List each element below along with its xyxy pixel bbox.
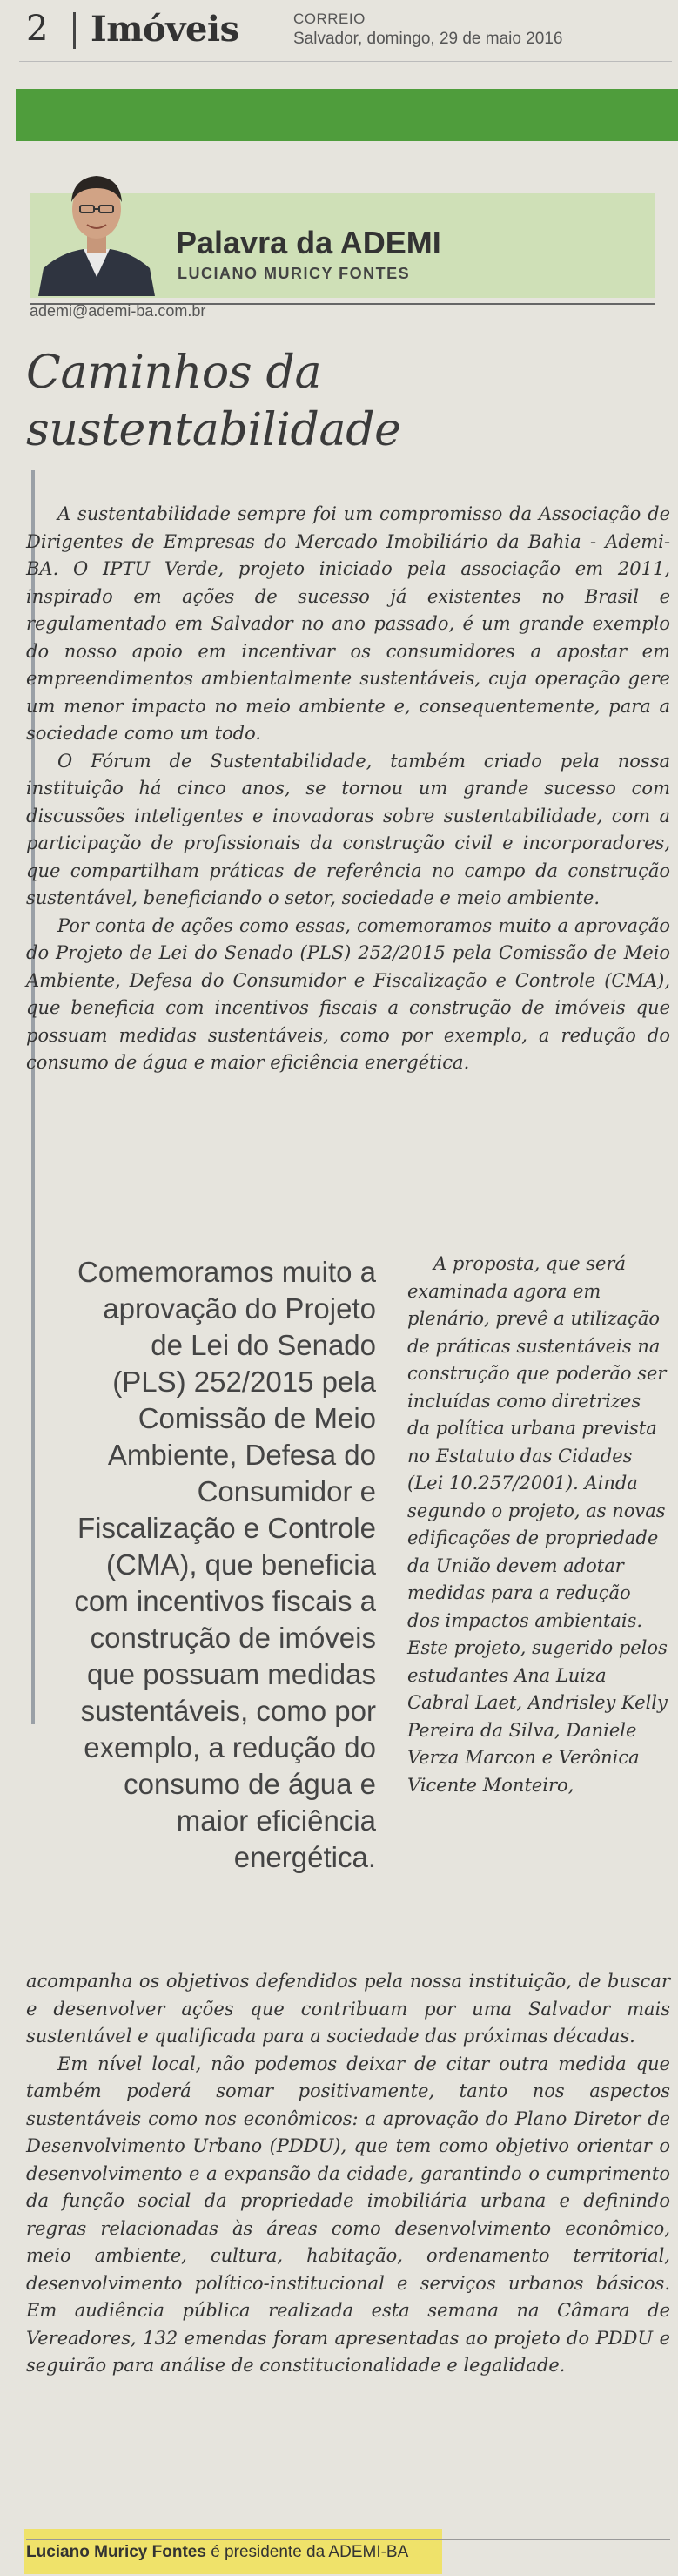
author-bio-role: é presidente da ADEMI-BA [211,2543,409,2561]
column-title: Palavra da ADEMI [176,225,441,260]
paragraph: Por conta de ações como essas, comemoramos muito a aprovação do Projeto de Lei do Senado (PLS) 252/2015 pela Comissão de Meio Ambiente, Defesa do Consumidor e Fiscalização e Controle (CMA), que beneficia com incentivos fiscais a construção de imóveis que possuam medidas sustentáveis, como por exemplo, a redução do consumo de água e maior eficiência energética. [26,914,670,1073]
author-portrait [35,157,158,296]
column-author: LUCIANO MURICY FONTES [178,265,411,282]
footer-rule [26,2539,670,2540]
dateline: Salvador, domingo, 29 de maio 2016 [293,30,563,48]
paragraph-continuation: acompanha os objetivos defendidos pela nossa instituição, de buscar e desenvolver ações que contribuam por uma Salvador mais sustentável e qualificada para a sociedade das próximas décadas. [26,1971,670,2047]
paragraph: O Fórum de Sustentabilidade, também criado pela nossa instituição há cinco anos, se tornou um grande sucesso com discussões inteligentes e inovadoras sobre sustentabilidade, com a participação de profissionais da construção civil e incorporadores, que compartilham práticas de referência no campo da construção sustentável, beneficiando o setor, sociedade e meio ambiente. [26,750,670,908]
author-email[interactable]: ademi@ademi-ba.com.br [30,302,206,320]
section-color-bar [16,89,678,141]
article-body-top [26,501,670,1077]
masthead [19,5,672,51]
paragraph: Em nível local, não podemos deixar de citar outra medida que também poderá somar positivamente, tanto nos aspectos sustentáveis como nos econômicos: a aprovação do Plano Diretor de Desenvolvimento Urbano (PDDU), que tem como objetivo orientar o desenvolvimento e a expansão da cidade, garantindo o cumprimento da função social da propriedade imobiliária urbana e definindo regras relacionadas às áreas como desenvolvimento econômico, meio ambiente, cultura, habitação, ordenamento territorial, desenvolvimento político-institucional e serviços urbanos básicos. Em audiência pública realizada esta semana na Câmara de Vereadores, 132 emendas foram apresentadas ao projeto do PDDU e seguirão para análise de constitucionalidade e legalidade. [26,2053,670,2376]
side-paragraph: A proposta, que será examinada agora em plenário, prevê a utilização de práticas sustentáveis na construção que poderão ser incluídas como diretrizes da política urbana prevista no Estatuto das Cidades (Lei 10.257/2001). Ainda segundo o projeto, as novas edificações de propriedade da União devem adotar medidas para a redução dos impactos ambientais. Este projeto, sugerido pelos estudantes Ana Luiza Cabral Laet, Andrisley Kelly Pereira da Silva, Daniele Verza Marcon e Verônica Vicente Monteiro, [407,1253,668,1796]
masthead-divider [73,12,76,49]
newspaper-name: CORREIO [293,10,366,27]
author-bio [26,2543,408,2562]
headline-line-1: Caminhos da [26,347,322,399]
pull-quote: Comemoramos muito a aprovação do Projeto de Lei do Senado (PLS) 252/2015 pela Comissão de Meio Ambiente, Defesa do Consumidor e Fiscalização e Controle (CMA), que beneficia com incentivos fiscais a construção de imóveis que possuam medidas sustentáveis, como por exemplo, a redução do consumo de água e maior eficiência energética. [74,1256,376,1873]
headline-line-2: sustentabilidade [26,404,401,456]
page-number: 2 [26,9,49,49]
paragraph: A sustentabilidade sempre foi um compromisso da Associação de Dirigentes de Empresas do Mercado Imobiliário da Bahia - Ademi-BA. O IPTU Verde, projeto iniciado pela associação em 2011, inspirado em ações de sucesso já existentes no Brasil e regulamentado em Salvador no ano passado, é um grande exemplo do nosso apoio em incentivar os consumidores a apostar em empreendimentos ambientalmente sustentáveis, cuja operação gere um menor impacto no meio ambiente e, consequentemente, para a sociedade como um todo. [26,503,670,744]
top-rule [19,61,672,62]
author-bio-name: Luciano Muricy Fontes [26,2543,206,2561]
article-body-bottom [26,1968,670,2380]
section-title: Imóveis [91,9,239,50]
article-headline [26,344,401,459]
